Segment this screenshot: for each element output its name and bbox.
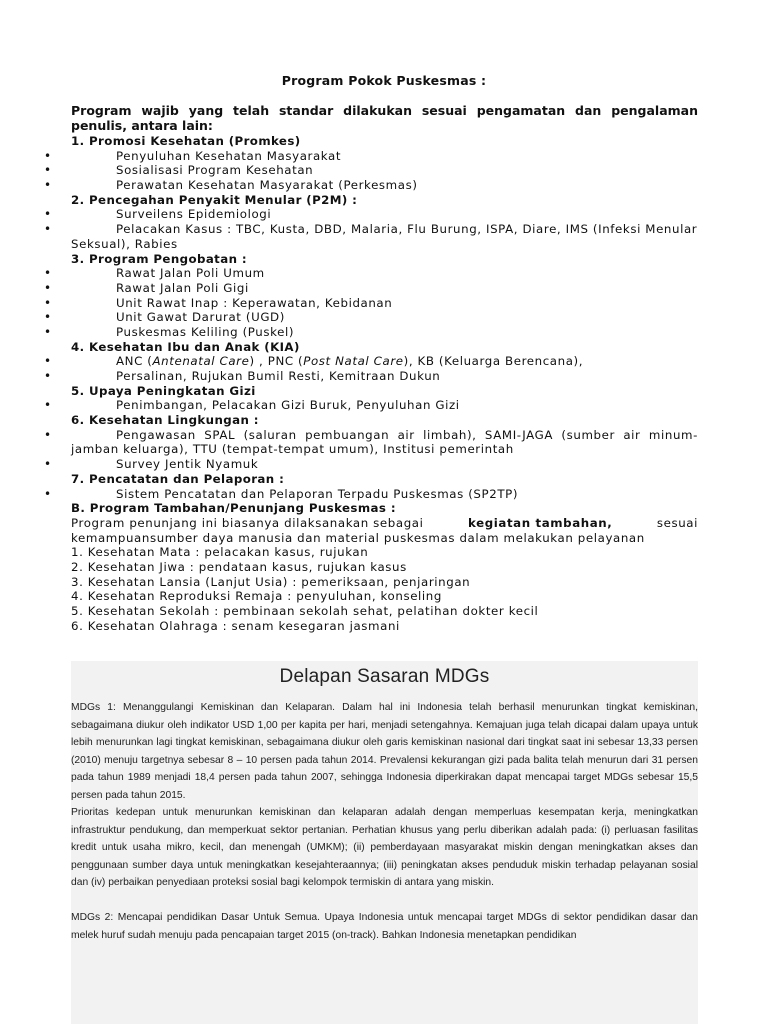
bullet-icon: • (44, 310, 52, 325)
mdgs-paragraph-2: Prioritas kedepan untuk menurunkan kemiskinan dan kelaparan adalah dengan memperluas kesempatan kerja, meningkatkan infrastruktur pendukung, dan memperkuat sektor pertanian. Perhatian khusus yang perlu diberikan adalah pada: (i) perluasan fasilitas kredit untuk usaha mikro, kecil, dan menengah (UMKM); (ii) pemberdayaan masyarakat miskin dengan meningkatkan akses dan penggunaan sumber daya untuk meningkatkan kesejahteraannya; (iii) peningkatan akses penduduk miskin terhadap pelayanan sosial dan (iv) perbaikan penyediaan proteksi sosial bagi kelompok termiskin di antara yang miskin. (71, 807, 698, 889)
list-item: • Rawat Jalan Poli Umum (44, 266, 265, 281)
section-heading: 2. Pencegahan Penyakit Menular (P2M) : (71, 192, 358, 207)
section-heading: 3. Program Pengobatan : (71, 251, 248, 266)
list-item: 5. Kesehatan Sekolah : pembinaan sekolah sehat, pelatihan dokter kecil (71, 604, 539, 618)
mdgs-heading: Delapan Sasaran MDGs (279, 666, 490, 687)
list-item: • Pelacakan Kasus : TBC, Kusta, DBD, Malaria, Flu Burung, ISPA, Diare, IMS (Infeksi Menular (44, 222, 698, 237)
bullet-icon: • (44, 427, 52, 442)
bullet-icon: • (44, 295, 52, 310)
list-item: • Sistem Pencatatan dan Pelaporan Terpadu Puskesmas (SP2TP) (44, 486, 519, 501)
list-item: • Penyuluhan Kesehatan Masyarakat (44, 148, 342, 163)
list-item: 3. Kesehatan Lansia (Lanjut Usia) : pemeriksaan, penjaringan (71, 574, 471, 589)
list-item: • Survey Jentik Nyamuk (44, 457, 259, 472)
bullet-icon: • (44, 266, 52, 281)
list-item: 6. Kesehatan Olahraga : senam kesegaran jasmani (71, 618, 400, 633)
intro-line-1: Program wajib yang telah standar dilakukan sesuai pengamatan dan pengalaman (71, 103, 698, 118)
section-heading: 1. Promosi Kesehatan (Promkes) (71, 134, 301, 148)
list-item: • Puskesmas Keliling (Puskel) (44, 324, 295, 339)
document-title: Program Pokok Puskesmas : (281, 73, 487, 88)
bullet-icon: • (44, 280, 52, 295)
section-b-line-2: kemampuansumber daya manusia dan material puskesmas dalam melakukan pelayanan (71, 530, 645, 545)
bullet-icon: • (44, 178, 52, 193)
bullet-icon: • (44, 324, 52, 339)
list-item: • Penimbangan, Pelacakan Gizi Buruk, Penyuluhan Gizi (44, 398, 460, 413)
section-b-line-1: Program penunjang ini biasanya dilaksanakan sebagai kegiatan tambahan, sesuai (71, 515, 698, 530)
list-item-continuation: jamban keluarga), TTU (tempat-tempat umum), Institusi pemerintah (71, 442, 514, 457)
mdgs-panel (71, 661, 698, 1024)
bullet-icon: • (44, 486, 52, 501)
bullet-icon: • (44, 457, 52, 472)
bullet-icon: • (44, 148, 52, 163)
list-item: 2. Kesehatan Jiwa : pendataan kasus, rujukan kasus (71, 559, 407, 574)
list-item (0, 354, 768, 369)
list-item: • Surveilens Epidemiologi (44, 207, 272, 222)
intro-paragraph (71, 103, 698, 133)
section-b-heading: B. Program Tambahan/Penunjang Puskesmas : (71, 501, 396, 516)
bullet-icon: • (44, 207, 52, 222)
intro-line-2: penulis, antara lain: (71, 118, 213, 133)
bullet-icon: • (44, 163, 52, 178)
list-item: 1. Kesehatan Mata : pelacakan kasus, rujukan (71, 545, 369, 560)
bullet-icon: • (44, 369, 52, 383)
list-item: • Sosialisasi Program Kesehatan (44, 163, 314, 178)
list-item: • Persalinan, Rujukan Bumil Resti, Kemitraan Dukun (44, 369, 441, 383)
list-item: • Rawat Jalan Poli Gigi (44, 280, 249, 295)
list-item: 4. Kesehatan Reproduksi Remaja : penyuluhan, konseling (71, 589, 442, 604)
list-item: • Unit Gawat Darurat (UGD) (44, 310, 285, 325)
list-item: • Pengawasan SPAL (saluran pembuangan air limbah), SAMI-JAGA (sumber air minum- (44, 427, 698, 442)
program-list (0, 134, 768, 633)
bullet-icon: • (44, 398, 52, 413)
mdgs-paragraph-1: MDGs 1: Menanggulangi Kemiskinan dan Kelaparan. Dalam hal ini Indonesia telah berhasil menurunkan tingkat kemiskinan, sebagaimana diukur oleh indikator USD 1,00 per kapita per hari, menjadi setengahnya. Kemajuan juga telah dicapai dalam upaya untuk lebih menurunkan lagi tingkat kemiskinan, sebagaimana diukur oleh garis kemiskinan nasional dari tingkat saat ini sebesar 13,33 persen (2010) menuju targetnya sebesar 8 – 10 persen pada tahun 2014. Prevalensi kekurangan gizi pada balita telah menurun dari 31 persen pada tahun 1989 menjadi 18,4 persen pada tahun 2007, sehingga Indonesia diperkirakan dapat mencapai target MDGs sebesar 15,5 persen pada tahun 2015. (71, 702, 698, 801)
section-heading: 6. Kesehatan Lingkungan : (71, 413, 259, 428)
anc-item-text: ANC (Antenatal Care) , PNC (Post Natal Care), KB (Keluarga Berencana), (116, 354, 584, 369)
bullet-icon: • (44, 222, 52, 237)
section-heading: 5. Upaya Peningkatan Gizi (71, 383, 256, 398)
list-item-continuation: Seksual), Rabies (71, 236, 178, 251)
list-item: • Unit Rawat Inap : Keperawatan, Kebidanan (44, 295, 393, 310)
section-heading: 7. Pencatatan dan Pelaporan : (71, 471, 285, 486)
mdgs-paragraph-3: MDGs 2: Mencapai pendidikan Dasar Untuk Semua. Upaya Indonesia untuk mencapai target MDGs di sektor pendidikan dasar dan melek huruf sudah menuju pada pencapaian target 2015 (on-track). Bahkan Indonesia menetapkan pendidikan (71, 912, 698, 941)
list-item: • Perawatan Kesehatan Masyarakat (Perkesmas) (44, 178, 418, 193)
bullet-icon: • (44, 354, 52, 369)
section-heading: 4. Kesehatan Ibu dan Anak (KIA) (71, 339, 300, 354)
